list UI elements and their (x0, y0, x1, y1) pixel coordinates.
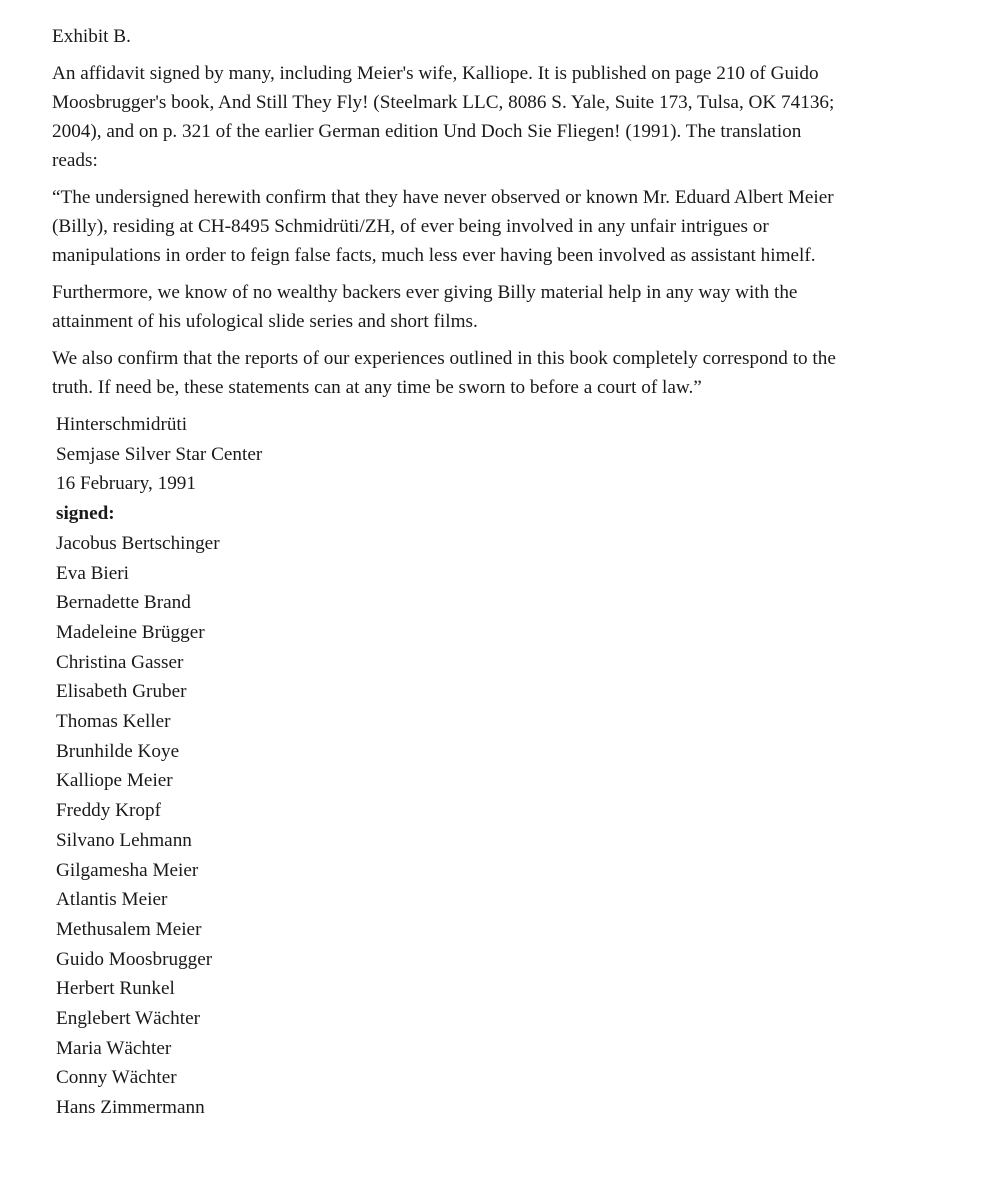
signatory-name: Thomas Keller (56, 711, 171, 733)
signature-block (52, 410, 952, 1123)
signatory-name: Methusalem Meier (56, 918, 202, 940)
signatory-name: Brunhilde Koye (56, 740, 180, 762)
signatory-name: Madeleine Brügger (56, 621, 205, 643)
signatory-name: Conny Wächter (56, 1067, 177, 1089)
signatory-name: Guido Moosbrugger (56, 948, 213, 970)
signatory-name: Freddy Kropf (56, 800, 161, 822)
quote-line: We also confirm that the reports of our experiences outlined in this book completely correspond to the (52, 348, 836, 369)
signatory-name: Atlantis Meier (56, 889, 168, 911)
signatory-name: Silvano Lehmann (56, 829, 192, 851)
signatory-name: Elisabeth Gruber (56, 681, 187, 703)
signatory-name: Eva Bieri (56, 562, 129, 584)
exhibit-heading: Exhibit B. (52, 26, 131, 47)
signatory-name: Gilgamesha Meier (56, 859, 199, 881)
quote-line: Furthermore, we know of no wealthy backers ever giving Billy material help in any way with the (52, 282, 798, 303)
quote-line: truth. If need be, these statements can at any time be sworn to before a court of law.” (52, 377, 702, 398)
signatory-list (56, 529, 952, 1123)
intro-paragraph (52, 59, 952, 175)
intro-line: reads: (52, 150, 98, 171)
signatory-name: Englebert Wächter (56, 1008, 201, 1030)
quote-line: attainment of his ufological slide series and short films. (52, 311, 478, 332)
date-line: 16 February, 1991 (56, 473, 196, 495)
intro-line: Moosbrugger's book, And Still They Fly! (Steelmark LLC, 8086 S. Yale, Suite 173, Tulsa, OK 74136; (52, 92, 835, 113)
signatory-name: Bernadette Brand (56, 592, 191, 614)
quote-line: manipulations in order to feign false facts, much less ever having been involved as assistant himelf. (52, 245, 816, 266)
signatory-name: Maria Wächter (56, 1037, 172, 1059)
signatory-name: Christina Gasser (56, 651, 184, 673)
intro-line: 2004), and on p. 321 of the earlier German edition Und Doch Sie Fliegen! (1991). The translation (52, 121, 802, 142)
document-page (52, 22, 952, 1123)
intro-line: An affidavit signed by many, including Meier's wife, Kalliope. It is published on page 210 of Guido (52, 63, 819, 84)
place-line: Hinterschmidrüti (56, 414, 188, 435)
signatory-name: Hans Zimmermann (56, 1097, 205, 1119)
quote-line: “The undersigned herewith confirm that they have never observed or known Mr. Eduard Albert Meier (52, 187, 834, 208)
quote-paragraph-backers (52, 278, 952, 336)
signatory-name: Herbert Runkel (56, 978, 175, 1000)
quote-line: (Billy), residing at CH-8495 Schmidrüti/ZH, of ever being involved in any unfair intrigues or (52, 216, 769, 237)
quote-paragraph-truth (52, 344, 952, 402)
center-line: Semjase Silver Star Center (56, 443, 263, 465)
signatory-name: Kalliope Meier (56, 770, 173, 792)
signatory-name: Jacobus Bertschinger (56, 532, 220, 554)
signed-label: signed: (56, 503, 115, 525)
quote-paragraph-confirmation (52, 183, 952, 270)
